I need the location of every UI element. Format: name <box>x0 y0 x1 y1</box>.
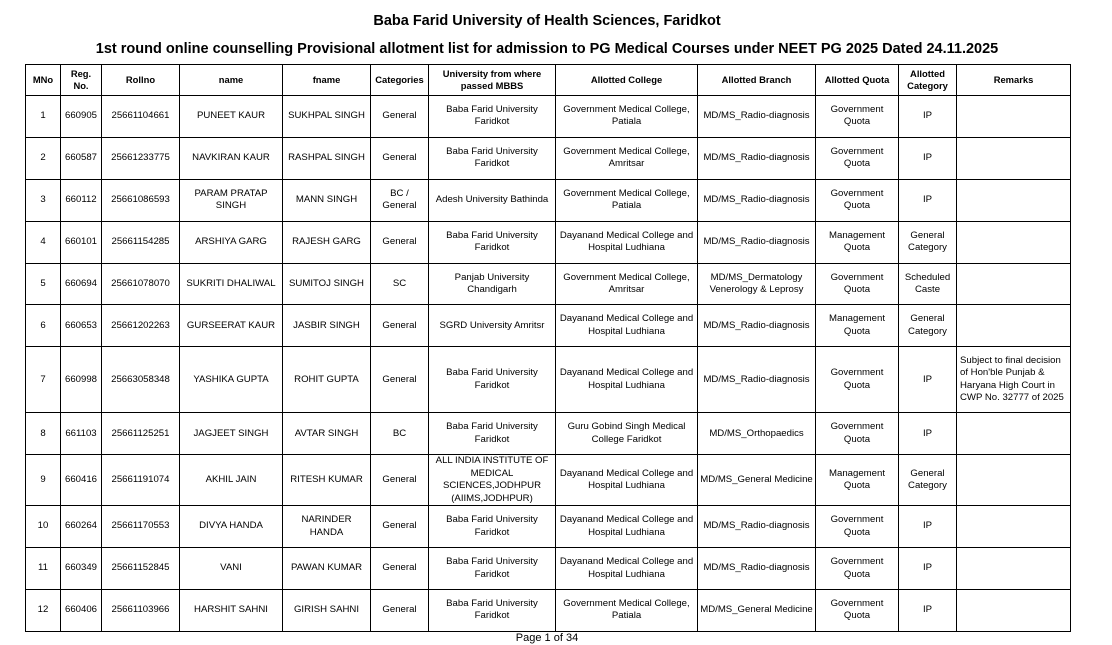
cell-reg-no: 660905 <box>61 96 102 138</box>
cell-fname: SUKHPAL SINGH <box>283 96 371 138</box>
table-row <box>26 96 1071 138</box>
cell-remarks <box>957 179 1071 221</box>
cell-category: General <box>371 506 429 548</box>
cell-allotted-quota: Government Quota <box>816 263 899 305</box>
cell-mno: 3 <box>26 179 61 221</box>
cell-allotted-branch: MD/MS_Radio-diagnosis <box>698 137 816 179</box>
cell-rollno: 25661233775 <box>102 137 180 179</box>
cell-university: ALL INDIA INSTITUTE OF MEDICAL SCIENCES,JODHPUR (AIIMS,JODHPUR) <box>429 455 556 506</box>
cell-name: PUNEET KAUR <box>180 96 283 138</box>
allotment-table <box>25 64 1071 632</box>
cell-mno: 10 <box>26 506 61 548</box>
cell-university: SGRD University Amritsr <box>429 305 556 347</box>
cell-name: JAGJEET SINGH <box>180 413 283 455</box>
table-row <box>26 548 1071 590</box>
table-row <box>26 305 1071 347</box>
cell-remarks <box>957 590 1071 632</box>
cell-reg-no: 660998 <box>61 347 102 413</box>
cell-allotted-category: General Category <box>899 455 957 506</box>
cell-category: General <box>371 347 429 413</box>
cell-fname: GIRISH SAHNI <box>283 590 371 632</box>
cell-allotted-college: Government Medical College, Amritsar <box>556 137 698 179</box>
table-row <box>26 413 1071 455</box>
cell-remarks <box>957 221 1071 263</box>
table-row <box>26 137 1071 179</box>
cell-reg-no: 660406 <box>61 590 102 632</box>
cell-remarks <box>957 305 1071 347</box>
cell-allotted-branch: MD/MS_Radio-diagnosis <box>698 347 816 413</box>
cell-allotted-category: IP <box>899 137 957 179</box>
cell-name: SUKRITI DHALIWAL <box>180 263 283 305</box>
cell-fname: JASBIR SINGH <box>283 305 371 347</box>
cell-allotted-quota: Government Quota <box>816 506 899 548</box>
cell-rollno: 25661086593 <box>102 179 180 221</box>
table-body <box>26 96 1071 632</box>
cell-allotted-category: General Category <box>899 305 957 347</box>
column-header: name <box>180 65 283 96</box>
cell-allotted-branch: MD/MS_Radio-diagnosis <box>698 179 816 221</box>
cell-remarks <box>957 263 1071 305</box>
cell-university: Baba Farid University Faridkot <box>429 506 556 548</box>
cell-allotted-quota: Government Quota <box>816 347 899 413</box>
document-subtitle: 1st round online counselling Provisional allotment list for admission to PG Medical Courses under NEET PG 2025 Dated 24.11.2025 <box>95 41 999 57</box>
cell-university: Baba Farid University Faridkot <box>429 221 556 263</box>
cell-reg-no: 660416 <box>61 455 102 506</box>
table-header-row <box>26 65 1071 96</box>
cell-allotted-college: Dayanand Medical College and Hospital Ludhiana <box>556 347 698 413</box>
column-header: Allotted Quota <box>816 65 899 96</box>
cell-allotted-college: Dayanand Medical College and Hospital Ludhiana <box>556 221 698 263</box>
cell-rollno: 25661202263 <box>102 305 180 347</box>
cell-name: GURSEERAT KAUR <box>180 305 283 347</box>
cell-allotted-quota: Government Quota <box>816 590 899 632</box>
cell-allotted-quota: Government Quota <box>816 137 899 179</box>
cell-category: General <box>371 221 429 263</box>
cell-remarks <box>957 137 1071 179</box>
cell-allotted-branch: MD/MS_Radio-diagnosis <box>698 548 816 590</box>
cell-fname: MANN SINGH <box>283 179 371 221</box>
cell-allotted-category: IP <box>899 590 957 632</box>
university-title: Baba Farid University of Health Sciences, Faridkot <box>373 13 721 29</box>
cell-allotted-college: Government Medical College, Patiala <box>556 96 698 138</box>
cell-university: Panjab University Chandigarh <box>429 263 556 305</box>
table-row <box>26 347 1071 413</box>
column-header: Remarks <box>957 65 1071 96</box>
cell-mno: 11 <box>26 548 61 590</box>
column-header: Allotted Category <box>899 65 957 96</box>
cell-allotted-branch: MD/MS_Radio-diagnosis <box>698 506 816 548</box>
cell-mno: 5 <box>26 263 61 305</box>
cell-mno: 1 <box>26 96 61 138</box>
cell-rollno: 25661103966 <box>102 590 180 632</box>
cell-fname: RAJESH GARG <box>283 221 371 263</box>
cell-category: BC / General <box>371 179 429 221</box>
table-row <box>26 590 1071 632</box>
column-header: fname <box>283 65 371 96</box>
column-header: Rollno <box>102 65 180 96</box>
column-header: MNo <box>26 65 61 96</box>
cell-rollno: 25663058348 <box>102 347 180 413</box>
cell-allotted-category: IP <box>899 96 957 138</box>
column-header: University from where passed MBBS <box>429 65 556 96</box>
cell-reg-no: 660349 <box>61 548 102 590</box>
column-header: Allotted Branch <box>698 65 816 96</box>
cell-university: Baba Farid University Faridkot <box>429 413 556 455</box>
cell-allotted-branch: MD/MS_Dermatology Venerology & Leprosy <box>698 263 816 305</box>
cell-category: SC <box>371 263 429 305</box>
cell-name: PARAM PRATAP SINGH <box>180 179 283 221</box>
cell-allotted-college: Government Medical College, Patiala <box>556 179 698 221</box>
cell-rollno: 25661152845 <box>102 548 180 590</box>
column-header: Reg. No. <box>61 65 102 96</box>
cell-remarks <box>957 506 1071 548</box>
cell-mno: 9 <box>26 455 61 506</box>
cell-name: DIVYA HANDA <box>180 506 283 548</box>
cell-allotted-category: IP <box>899 179 957 221</box>
table-row <box>26 263 1071 305</box>
cell-university: Baba Farid University Faridkot <box>429 96 556 138</box>
cell-reg-no: 660112 <box>61 179 102 221</box>
cell-category: General <box>371 96 429 138</box>
table-row <box>26 506 1071 548</box>
cell-mno: 6 <box>26 305 61 347</box>
cell-allotted-category: IP <box>899 413 957 455</box>
cell-allotted-branch: MD/MS_Radio-diagnosis <box>698 96 816 138</box>
cell-allotted-category: IP <box>899 548 957 590</box>
cell-category: General <box>371 590 429 632</box>
cell-name: HARSHIT SAHNI <box>180 590 283 632</box>
cell-allotted-college: Government Medical College, Amritsar <box>556 263 698 305</box>
cell-university: Baba Farid University Faridkot <box>429 548 556 590</box>
cell-name: YASHIKA GUPTA <box>180 347 283 413</box>
cell-remarks <box>957 455 1071 506</box>
cell-university: Baba Farid University Faridkot <box>429 137 556 179</box>
cell-allotted-college: Dayanand Medical College and Hospital Ludhiana <box>556 506 698 548</box>
cell-name: AKHIL JAIN <box>180 455 283 506</box>
cell-rollno: 25661191074 <box>102 455 180 506</box>
cell-category: General <box>371 305 429 347</box>
cell-category: General <box>371 455 429 506</box>
cell-fname: SUMITOJ SINGH <box>283 263 371 305</box>
cell-allotted-branch: MD/MS_Orthopaedics <box>698 413 816 455</box>
cell-allotted-college: Government Medical College, Patiala <box>556 590 698 632</box>
cell-category: BC <box>371 413 429 455</box>
cell-allotted-category: IP <box>899 506 957 548</box>
cell-allotted-category: Scheduled Caste <box>899 263 957 305</box>
cell-fname: AVTAR SINGH <box>283 413 371 455</box>
cell-allotted-college: Dayanand Medical College and Hospital Ludhiana <box>556 548 698 590</box>
cell-category: General <box>371 137 429 179</box>
cell-fname: RITESH KUMAR <box>283 455 371 506</box>
cell-allotted-branch: MD/MS_Radio-diagnosis <box>698 221 816 263</box>
cell-reg-no: 660587 <box>61 137 102 179</box>
cell-rollno: 25661154285 <box>102 221 180 263</box>
cell-rollno: 25661078070 <box>102 263 180 305</box>
cell-allotted-branch: MD/MS_Radio-diagnosis <box>698 305 816 347</box>
cell-remarks: Subject to final decision of Hon'ble Punjab & Haryana High Court in CWP No. 32777 of 2025 <box>957 347 1071 413</box>
cell-allotted-college: Dayanand Medical College and Hospital Ludhiana <box>556 455 698 506</box>
cell-remarks <box>957 96 1071 138</box>
cell-fname: ROHIT GUPTA <box>283 347 371 413</box>
cell-mno: 4 <box>26 221 61 263</box>
cell-fname: RASHPAL SINGH <box>283 137 371 179</box>
cell-allotted-college: Guru Gobind Singh Medical College Faridkot <box>556 413 698 455</box>
cell-university: Baba Farid University Faridkot <box>429 590 556 632</box>
cell-fname: NARINDER HANDA <box>283 506 371 548</box>
table-row <box>26 455 1071 506</box>
cell-fname: PAWAN KUMAR <box>283 548 371 590</box>
cell-allotted-category: General Category <box>899 221 957 263</box>
cell-allotted-quota: Government Quota <box>816 548 899 590</box>
cell-name: VANI <box>180 548 283 590</box>
cell-mno: 12 <box>26 590 61 632</box>
cell-reg-no: 660101 <box>61 221 102 263</box>
cell-reg-no: 660694 <box>61 263 102 305</box>
cell-allotted-quota: Management Quota <box>816 305 899 347</box>
cell-university: Adesh University Bathinda <box>429 179 556 221</box>
cell-rollno: 25661125251 <box>102 413 180 455</box>
cell-university: Baba Farid University Faridkot <box>429 347 556 413</box>
cell-name: NAVKIRAN KAUR <box>180 137 283 179</box>
cell-reg-no: 660264 <box>61 506 102 548</box>
cell-name: ARSHIYA GARG <box>180 221 283 263</box>
cell-rollno: 25661104661 <box>102 96 180 138</box>
cell-category: General <box>371 548 429 590</box>
cell-rollno: 25661170553 <box>102 506 180 548</box>
cell-allotted-category: IP <box>899 347 957 413</box>
cell-reg-no: 660653 <box>61 305 102 347</box>
column-header: Categories <box>371 65 429 96</box>
cell-mno: 2 <box>26 137 61 179</box>
table-row <box>26 179 1071 221</box>
cell-mno: 7 <box>26 347 61 413</box>
cell-remarks <box>957 548 1071 590</box>
cell-allotted-quota: Management Quota <box>816 455 899 506</box>
column-header: Allotted College <box>556 65 698 96</box>
cell-reg-no: 661103 <box>61 413 102 455</box>
cell-allotted-college: Dayanand Medical College and Hospital Ludhiana <box>556 305 698 347</box>
page-number: Page 1 of 34 <box>515 632 579 644</box>
table-row <box>26 221 1071 263</box>
cell-remarks <box>957 413 1071 455</box>
cell-allotted-quota: Government Quota <box>816 413 899 455</box>
cell-allotted-quota: Management Quota <box>816 221 899 263</box>
cell-allotted-branch: MD/MS_General Medicine <box>698 590 816 632</box>
cell-allotted-quota: Government Quota <box>816 179 899 221</box>
cell-allotted-quota: Government Quota <box>816 96 899 138</box>
cell-allotted-branch: MD/MS_General Medicine <box>698 455 816 506</box>
cell-mno: 8 <box>26 413 61 455</box>
